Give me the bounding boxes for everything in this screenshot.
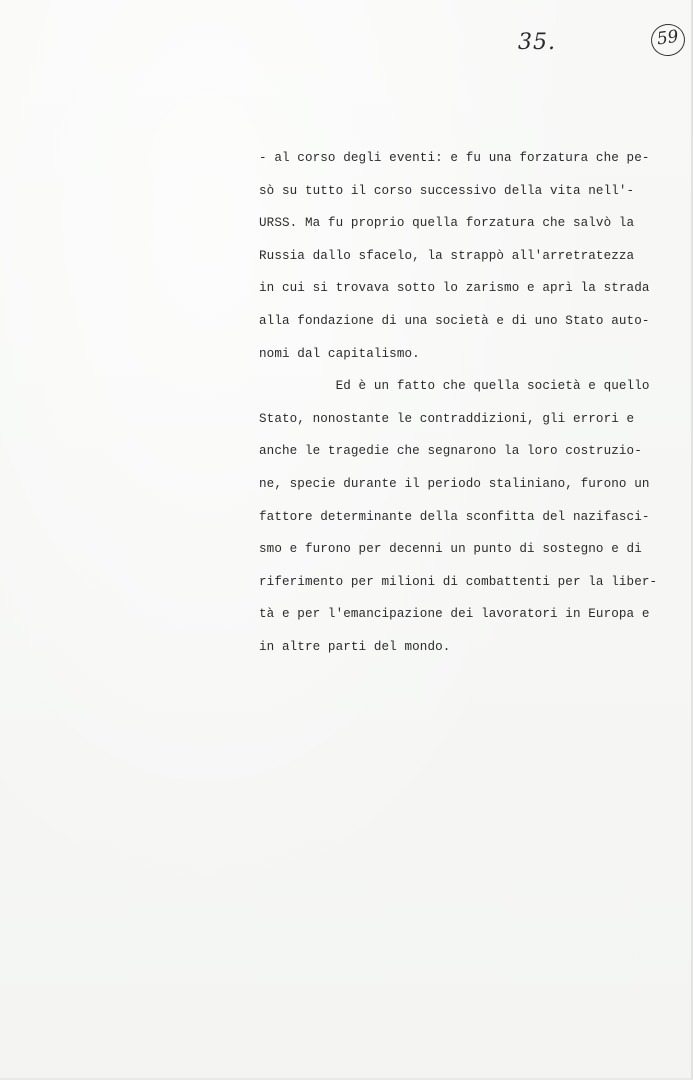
text-line: in altre parti del mondo. xyxy=(259,639,451,654)
text-line: fattore determinante della sconfitta del nazifasci- xyxy=(259,509,650,524)
text-line: tà e per l'emancipazione dei lavoratori in Europa e xyxy=(259,607,650,622)
text-line: in cui si trovava sotto lo zarismo e aprì la strada xyxy=(259,281,650,296)
page-number: 35. xyxy=(518,30,556,55)
text-line: alla fondazione di una società e di uno Stato auto- xyxy=(259,313,650,328)
text-line: nomi dal capitalismo. xyxy=(259,346,420,361)
text-line: URSS. Ma fu proprio quella forzatura che salvò la xyxy=(259,216,635,231)
text-line: Russia dallo sfacelo, la strappò all'arretratezza xyxy=(259,248,635,263)
folio-number: 59 xyxy=(655,26,680,50)
text-line: smo e furono per decenni un punto di sostegno e di xyxy=(259,542,642,557)
text-line: ne, specie durante il periodo staliniano, furono un xyxy=(259,476,650,491)
text-line: - al corso degli eventi: e fu una forzatura che pe- xyxy=(259,151,650,165)
text-line: Stato, nonostante le contraddizioni, gli errori e xyxy=(259,411,635,426)
text-line: anche le tragedie che segnarono la loro costruzio- xyxy=(259,444,642,459)
text-line: Ed è un fatto che quella società e quello xyxy=(259,379,650,394)
text-line: riferimento per milioni di combattenti per la liber- xyxy=(259,574,658,589)
body-text xyxy=(259,146,658,668)
text-line: sò su tutto il corso successivo della vita nell'- xyxy=(259,183,635,198)
folio-stamp xyxy=(649,22,687,58)
